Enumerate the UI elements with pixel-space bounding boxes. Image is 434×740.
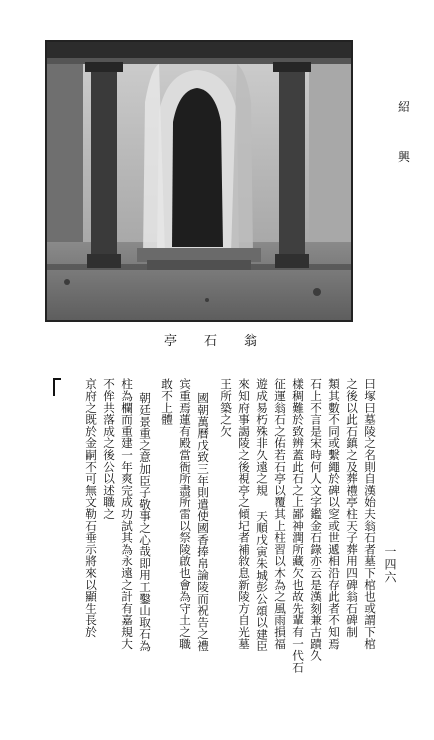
text-column-13: 朝廷景重之意加臣子敬事之心哉即用工鑿山取石為 — [138, 392, 152, 652]
running-header-char-1: 紹 — [398, 100, 411, 114]
text-column-15: 不侔共落成之後公以述職之 — [102, 378, 116, 520]
text-column-8: 來知府事謁陵之後視亭之傾圮者補敘息新陵方自光墓 — [237, 378, 251, 650]
text-column-12: 敢不上體 — [160, 378, 174, 426]
text-column-9: 王所築之欠 — [219, 378, 233, 437]
text-column-2: 之後以此石鎮之及葬禮亭柱天子葬用四碑翁石碑制 — [345, 378, 359, 638]
pavilion-photo-image — [47, 42, 351, 320]
text-column-4: 石上不言是宋時何人文字鑑金石錄亦云是漢刻兼古蹟久 — [309, 378, 323, 662]
text-column-7: 遊成易朽殊非久遠之規 天順戊寅朱城彭公頌以建臣 — [255, 378, 269, 652]
running-header-char-2: 興 — [398, 150, 411, 164]
text-column-6: 征運翁石之佑若石亭以覆其上柱習以木為之風雨損福 — [273, 378, 287, 650]
text-column-5: 樣稠難於致辨蓋此石之上鄙神潤所藏欠也故先輩有一代石 — [291, 378, 305, 673]
pavilion-photo — [45, 40, 353, 322]
text-column-1: 曰塚曰墓陵之名則自漢始夫翁石者墓下棺也或謂下棺 — [363, 378, 377, 650]
text-column-16: 京府之既於金嗣不可無文勒石垂示將來以顯生長於 — [84, 378, 98, 638]
text-column-14: 柱為欄而重建一年爽完成功試其為永遠之計有嘉規大 — [120, 378, 134, 650]
text-column-3: 類其數不同或繫繩於碑以窆或世遞相沿存此者不知焉 — [327, 378, 341, 650]
text-column-11: 宾重焉蓮有殿當衙所盡所雷以祭陵啟也會為守土之職 — [178, 378, 192, 650]
text-column-10: 國朝萬曆戊致三年則遣使國香捧帛論陵而祝告之禮 — [196, 392, 210, 652]
bracket-mark — [53, 378, 61, 396]
photo-caption-char-1: 亭 — [164, 334, 178, 349]
page-number: 一四六 — [383, 545, 397, 584]
photo-caption-char-3: 翁 — [244, 334, 258, 349]
photo-caption-char-2: 石 — [204, 334, 218, 349]
